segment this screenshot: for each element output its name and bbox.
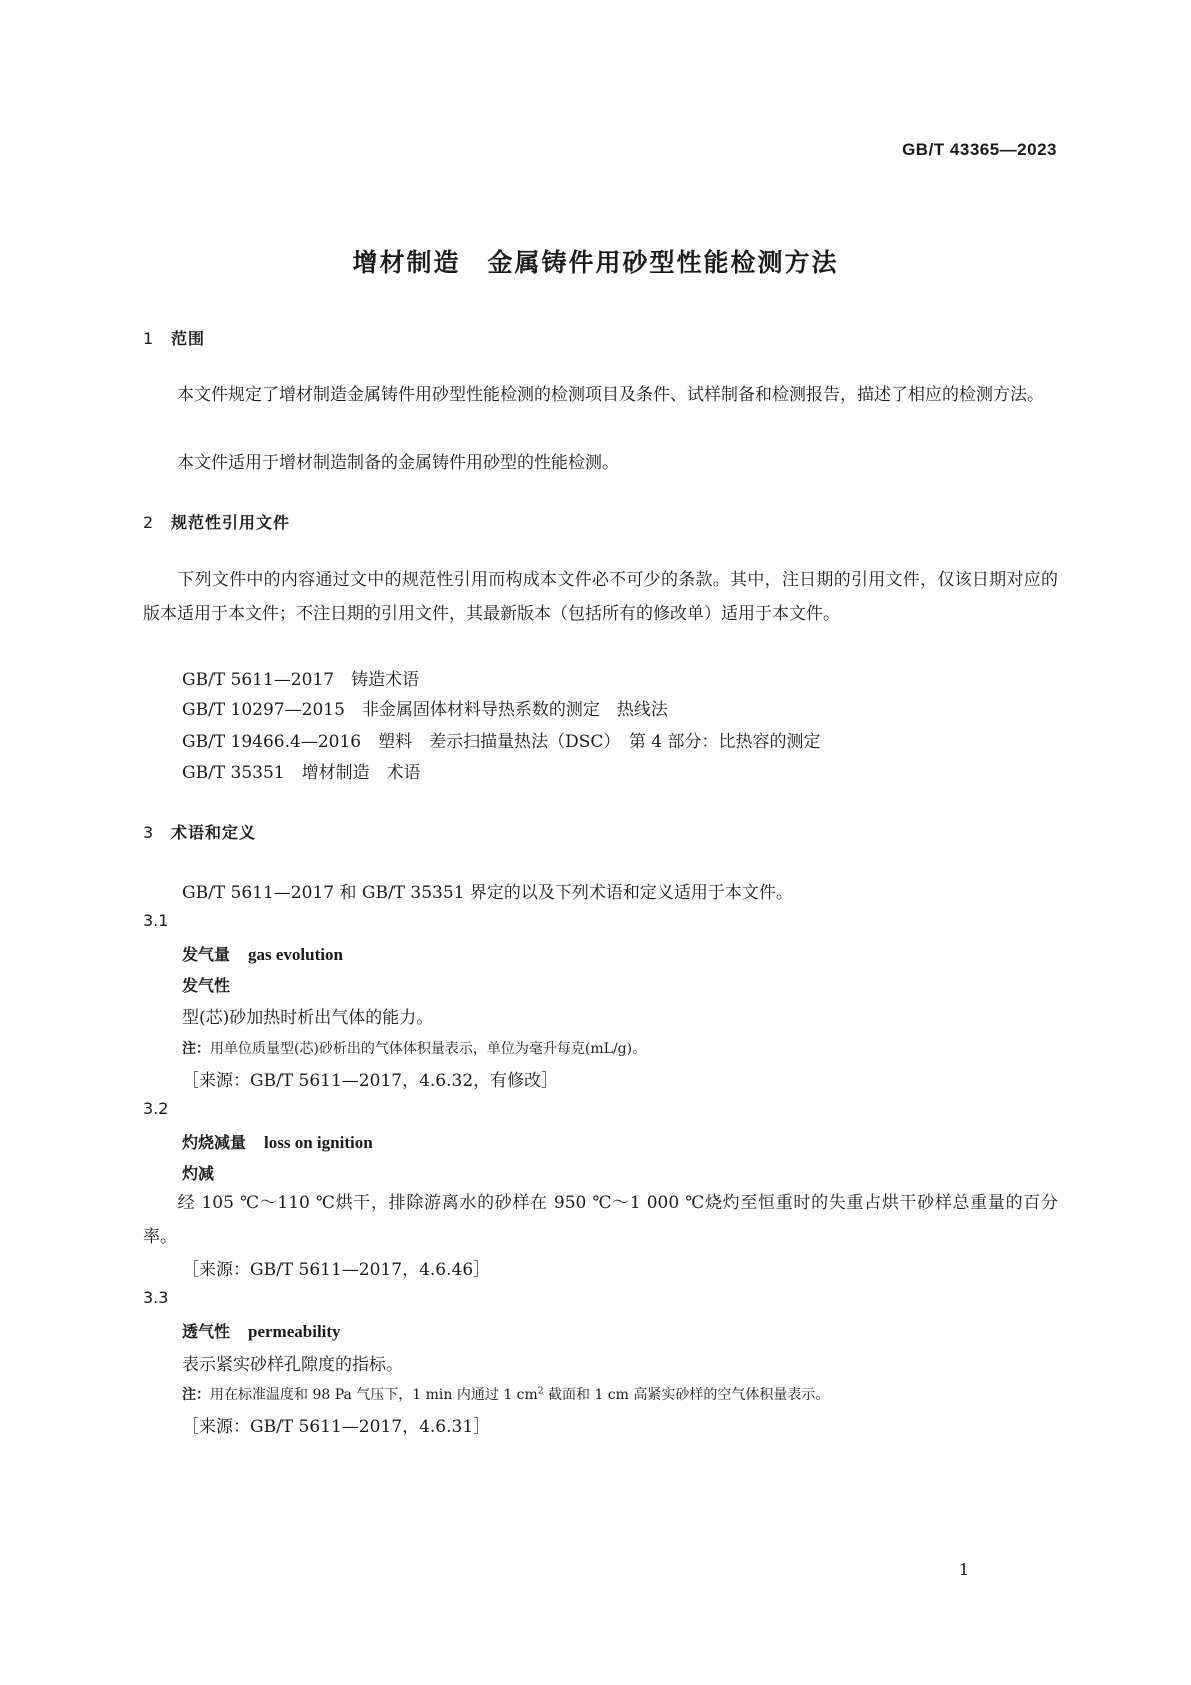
term-chinese: 灼烧减量	[182, 1133, 247, 1152]
note-text: 用在标准温度和 98 Pa 气压下，1 min 内通过 1 cm	[210, 1387, 538, 1403]
reference-item: GB/T 10297—2015 非金属固体材料导热系数的测定 热线法	[182, 700, 668, 720]
document-title: 增材制造 金属铸件用砂型性能检测方法	[352, 248, 839, 277]
section-heading-terms	[143, 820, 256, 843]
section-title: 规范性引用文件	[171, 513, 291, 532]
scope-paragraph-1	[143, 378, 1058, 412]
section-number: 2	[143, 513, 155, 532]
note-label: 注：	[182, 1387, 210, 1403]
scope-paragraph-2	[143, 446, 1058, 480]
section-title: 范围	[171, 329, 206, 348]
term-note	[182, 1384, 829, 1404]
reference-item: GB/T 19466.4—2016 塑料 差示扫描量热法（DSC） 第 4 部分：比热容的测定	[182, 732, 821, 752]
term-english: permeability	[248, 1322, 341, 1341]
term-source: ［来源：GB/T 5611—2017，4.6.32，有修改］	[182, 1071, 559, 1091]
term-source: ［来源：GB/T 5611—2017，4.6.31］	[182, 1417, 491, 1437]
standard-number: GB/T 43365—2023	[902, 140, 1057, 159]
term-definition	[143, 1186, 1058, 1254]
normative-intro-text: 下列文件中的内容通过文中的规范性引用而构成本文件必不可少的条款。其中，注日期的引用文件，仅该日期对应的版本适用于本文件；不注日期的引用文件，其最新版本（包括所有的修改单）适用于本文件。	[143, 570, 1058, 624]
note-superscript: 2	[537, 1386, 544, 1397]
section-number: 3	[143, 823, 155, 842]
term-english: loss on ignition	[264, 1133, 373, 1152]
note-label: 注：	[182, 1041, 210, 1057]
term-chinese: 发气量	[182, 945, 231, 964]
normative-intro	[143, 563, 1058, 631]
note-text: 截面和 1 cm 高紧实砂样的空气体积量表示。	[543, 1387, 830, 1403]
term-note	[182, 1038, 646, 1058]
section-heading-normative	[143, 510, 290, 533]
terms-intro: GB/T 5611—2017 和 GB/T 35351 界定的以及下列术语和定义适用于本文件。	[182, 883, 793, 903]
term-entry	[182, 1130, 373, 1153]
scope-text-1: 本文件规定了增材制造金属铸件用砂型性能检测的检测项目及条件、试样制备和检测报告，描述了相应的检测方法。	[177, 385, 1044, 405]
term-definition: 型(芯)砂加热时析出气体的能力。	[182, 1008, 434, 1028]
clause-number: 3.2	[143, 1099, 169, 1118]
term-definition: 表示紧实砂样孔隙度的指标。	[182, 1355, 403, 1375]
clause-number: 3.1	[143, 911, 169, 930]
note-text: 用单位质量型(芯)砂析出的气体体积量表示，单位为毫升每克(mL/g)。	[210, 1041, 647, 1057]
section-number: 1	[143, 329, 155, 348]
page-number: 1	[958, 1560, 969, 1579]
term-definition-text: 经 105 ℃～110 ℃烘干，排除游离水的砂样在 950 ℃～1 000 ℃烧灼至恒重时的失重占烘干砂样总重量的百分率。	[143, 1193, 1058, 1247]
clause-number: 3.3	[143, 1288, 169, 1307]
term-entry	[182, 942, 343, 965]
term-chinese: 透气性	[182, 1322, 231, 1341]
section-heading-scope	[143, 326, 205, 349]
reference-item: GB/T 5611—2017 铸造术语	[182, 670, 420, 690]
section-title: 术语和定义	[171, 823, 257, 842]
scope-text-2: 本文件适用于增材制造制备的金属铸件用砂型的性能检测。	[177, 453, 619, 473]
term-synonym: 灼减	[182, 1164, 215, 1183]
term-source: ［来源：GB/T 5611—2017，4.6.46］	[182, 1260, 491, 1280]
reference-item: GB/T 35351 增材制造 术语	[182, 763, 421, 783]
term-english: gas evolution	[248, 945, 343, 964]
term-entry	[182, 1319, 341, 1342]
term-synonym: 发气性	[182, 976, 231, 995]
